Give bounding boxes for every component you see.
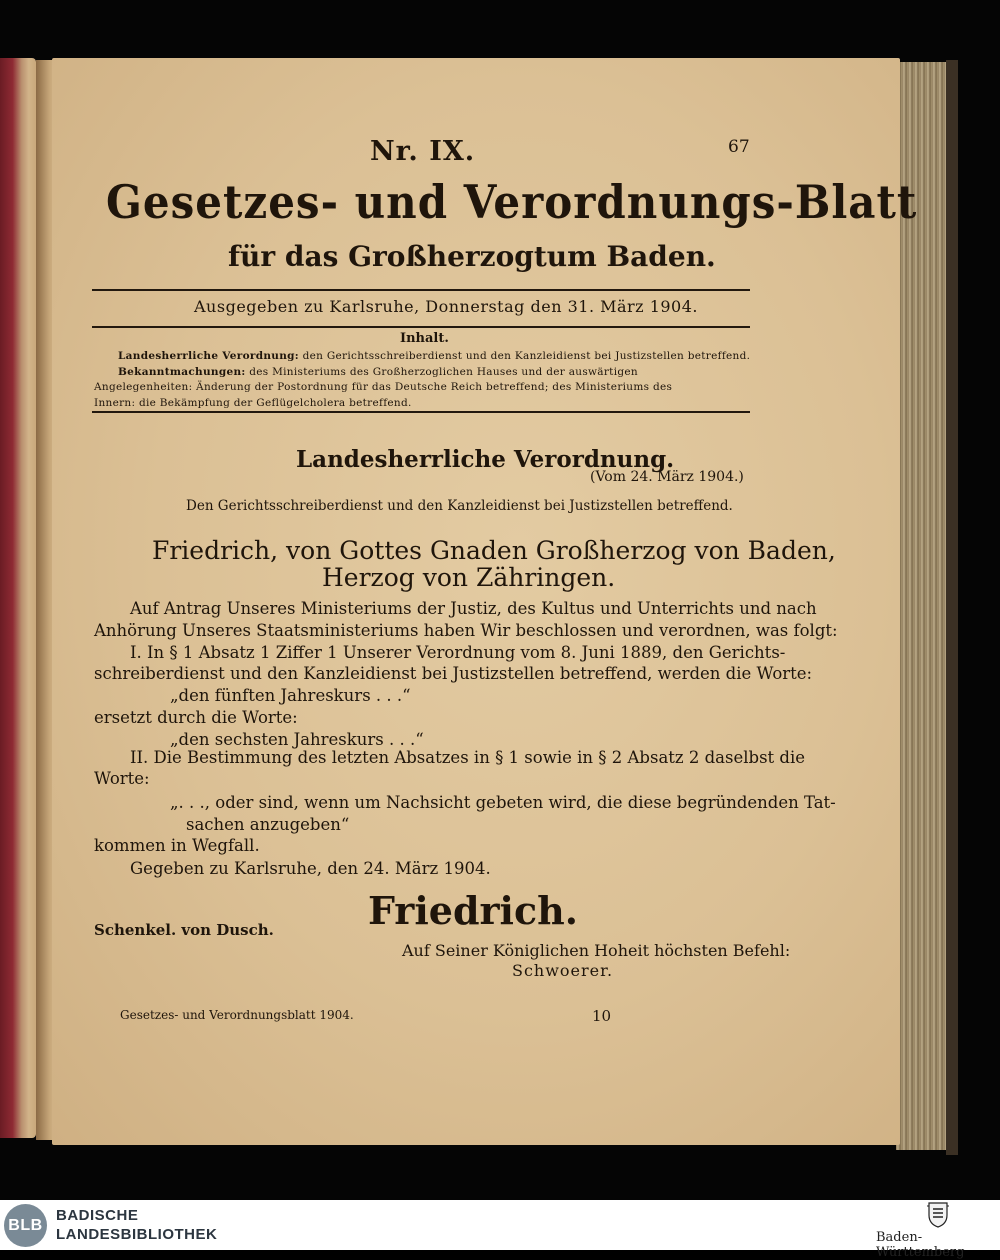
contents-entry: Landesherrliche Verordnung: den Gerichtsschreiberdienst und den Kanzleidienst bei Justizstellen betreffend. — [118, 350, 751, 362]
library-name-line1: BADISCHE — [56, 1207, 139, 1224]
contents-heading: Inhalt. — [400, 331, 449, 346]
contents-entry: Bekanntmachungen: des Ministeriums des Großherzoglichen Hauses und der auswärtigen — [118, 366, 638, 378]
left-page-edge — [0, 58, 36, 1138]
state-name: Baden-Württemberg — [876, 1230, 965, 1260]
divider-rule — [92, 289, 750, 291]
body-line: „. . ., oder sind, wenn um Nachsicht gebeten wird, die diese begründenden Tat- — [170, 793, 836, 812]
cosigners: Schenkel. von Dusch. — [94, 921, 274, 939]
book-cover-edge — [946, 60, 958, 1155]
order-signer: Schwoerer. — [512, 961, 614, 980]
gazette-subtitle: für das Großherzogtum Baden. — [228, 240, 716, 273]
issue-number: Nr. IX. — [370, 136, 476, 167]
blb-logo[interactable]: BLB — [4, 1204, 47, 1247]
ruler-title-line: Friedrich, von Gottes Gnaden Großherzog von Baden, — [152, 536, 836, 565]
footer-sheet-number: 10 — [592, 1007, 612, 1025]
footer-publication: Gesetzes- und Verordnungsblatt 1904. — [120, 1008, 354, 1022]
coat-of-arms-icon — [925, 1200, 951, 1228]
body-line: schreiberdienst und den Kanzleidienst bei Justizstellen betreffend, werden die Worte: — [94, 664, 813, 683]
body-line: Anhörung Unseres Staatsministeriums haben Wir beschlossen und verordnen, was folgt: — [94, 621, 838, 640]
signature: Friedrich. — [368, 888, 578, 933]
divider-rule — [92, 326, 750, 328]
body-line: Gegeben zu Karlsruhe, den 24. März 1904. — [130, 859, 491, 878]
subject-line: Den Gerichtsschreiberdienst und den Kanzleidienst bei Justizstellen betreffend. — [186, 498, 733, 514]
library-name-line2: LANDESBIBLIOTHEK — [56, 1226, 218, 1243]
contents-entry: Angelegenheiten: Änderung der Postordnung für das Deutsche Reich betreffend; des Ministeriums des — [94, 381, 673, 393]
page-number: 67 — [728, 137, 750, 157]
body-line: „den sechsten Jahreskurs . . .“ — [170, 730, 424, 749]
body-line: „den fünften Jahreskurs . . .“ — [170, 686, 411, 705]
body-line: I. In § 1 Absatz 1 Ziffer 1 Unserer Verordnung vom 8. Juni 1889, den Gerichts- — [130, 643, 786, 662]
body-line: kommen in Wegfall. — [94, 836, 260, 855]
gazette-title: Gesetzes- und Verordnungs-Blatt — [106, 176, 918, 229]
body-line: sachen anzugeben“ — [186, 815, 350, 834]
date-note: (Vom 24. März 1904.) — [590, 469, 744, 485]
contents-entry: Innern: die Bekämpfung der Geflügelcholera betreffend. — [94, 397, 412, 409]
body-line: II. Die Bestimmung des letzten Absatzes in § 1 sowie in § 2 Absatz 2 daselbst die — [130, 748, 806, 767]
body-line: Worte: — [94, 769, 150, 788]
order-line: Auf Seiner Königlichen Hoheit höchsten Befehl: — [402, 941, 791, 960]
body-line: Auf Antrag Unseres Ministeriums der Justiz, des Kultus und Unterrichts und nach — [130, 599, 817, 618]
body-line: ersetzt durch die Worte: — [94, 708, 298, 727]
issue-date-line: Ausgegeben zu Karlsruhe, Donnerstag den 31. März 1904. — [194, 297, 698, 316]
divider-rule — [92, 411, 750, 413]
section-heading: Landesherrliche Verordnung. — [296, 446, 675, 473]
ruler-title-line: Herzog von Zähringen. — [322, 563, 616, 592]
